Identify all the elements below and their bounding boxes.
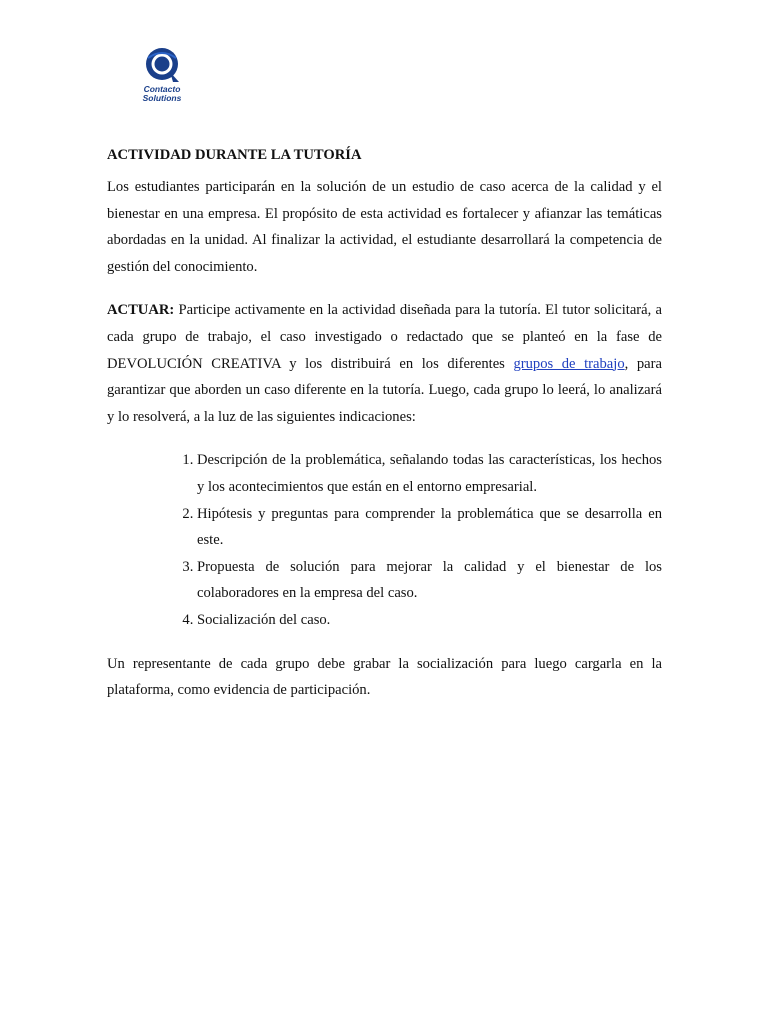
- list-item: 3. Propuesta de solución para mejorar la calidad y el bienestar de los colaboradores en la empresa del caso.: [197, 554, 662, 607]
- contacto-logo-icon: [134, 42, 190, 104]
- instructions-list: [107, 447, 662, 633]
- list-item: 2. Hipótesis y preguntas para comprender la problemática que se desarrolla en este.: [197, 501, 662, 554]
- list-item: 4. Socialización del caso.: [197, 607, 662, 634]
- actuar-paragraph: [107, 297, 662, 430]
- grupos-de-trabajo-link[interactable]: grupos de trabajo: [513, 355, 625, 372]
- logo-text-line1: Contacto: [143, 84, 181, 94]
- document-heading: ACTIVIDAD DURANTE LA TUTORÍA: [107, 147, 362, 163]
- list-item: 1. Descripción de la problemática, señalando todas las características, los hechos y los acontecimientos que están en el entorno empresarial.: [197, 447, 662, 500]
- actuar-label: ACTUAR:: [107, 302, 175, 319]
- company-logo: [134, 42, 190, 104]
- actuar-text-after-link: , para garantizar que aborden un caso diferente en la tutoría. Luego, cada grupo lo leerá, lo analizará y lo resolverá, a la luz de las siguientes indicaciones:: [107, 355, 662, 425]
- document-body: [107, 144, 662, 721]
- logo-text-line2: Solutions: [142, 93, 182, 103]
- closing-paragraph: Un representante de cada grupo debe grabar la socialización para luego cargarla en la plataforma, como evidencia de participación.: [107, 655, 662, 699]
- actuar-text-before-link: Participe activamente en la actividad diseñada para la tutoría. El tutor solicitará, a cada grupo de trabajo, el caso investigado o redactado que se planteó en la fase de DEVOLUCIÓN CREATIVA y los distribuirá en los diferentes: [107, 302, 662, 372]
- intro-paragraph: Los estudiantes participarán en la solución de un estudio de caso acerca de la calidad y el bienestar en una empresa. El propósito de esta actividad es fortalecer y afianzar las temáticas abordadas en la unidad. Al finalizar la actividad, el estudiante desarrollará la competencia de gestión del conocimiento.: [107, 179, 662, 275]
